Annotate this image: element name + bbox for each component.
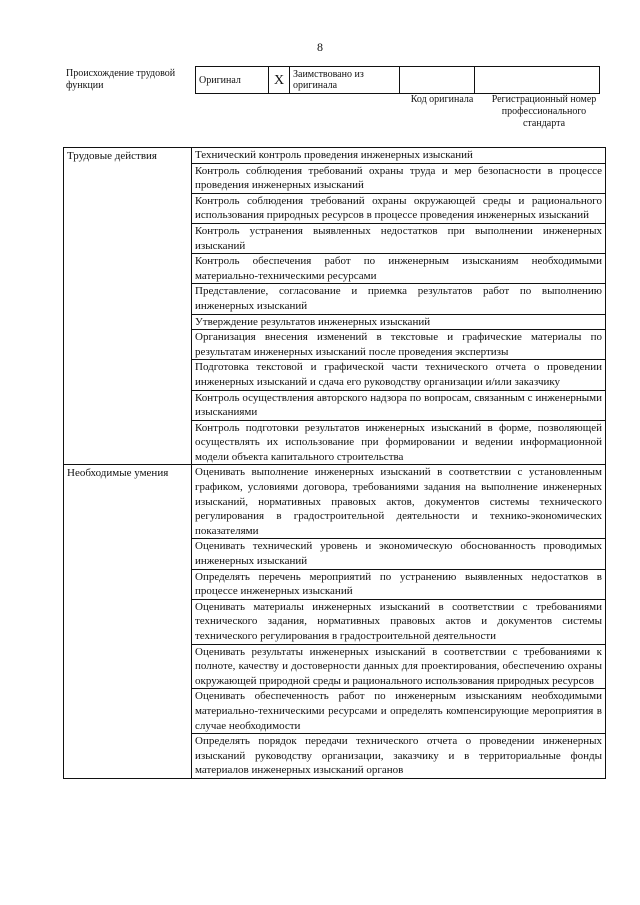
table-cell-item: Контроль осуществления авторского надзора по вопросам, связанным с инженерными изысканиями — [192, 390, 606, 420]
table-cell-item: Контроль подготовки результатов инженерных изысканий в форме, позволяющей осуществлять их использование при формировании и ведении информационной модели объекта капитального строительства — [192, 420, 606, 465]
reg-number-caption: Регистрационный номер профессионального стандарта — [491, 94, 597, 129]
code-caption: Код оригинала — [410, 94, 474, 105]
table-row — [64, 465, 606, 539]
table-cell-item: Контроль соблюдения требований охраны окружающей среды и рационального использования природных ресурсов в процессе проведения инженерных изысканий — [192, 193, 606, 223]
original-cell: Оригинал — [196, 67, 269, 94]
origin-table — [195, 66, 600, 94]
table-cell-item: Контроль соблюдения требований охраны труда и мер безопасности в процессе проведения инженерных изысканий — [192, 163, 606, 193]
table-row — [64, 148, 606, 164]
functions-table — [63, 147, 606, 779]
table-cell-item: Подготовка текстовой и графической части технического отчета о проведении инженерных изысканий и сдача его руководству организации и/или заказчику — [192, 360, 606, 390]
section-label: Необходимые умения — [64, 465, 192, 778]
table-cell-item: Контроль обеспечения работ по инженерным изысканиям необходимыми материально-техническими ресурсами — [192, 254, 606, 284]
table-cell-item: Оценивать результаты инженерных изысканий в соответствии с требованиями к полноте, качеству и достоверности данных для проектирования, обеспечению охраны окружающей природной среды и рационального использования природных ресурсов — [192, 644, 606, 689]
table-cell-item: Утверждение результатов инженерных изысканий — [192, 314, 606, 330]
table-cell-item: Оценивать материалы инженерных изысканий в соответствии с требованиями технического задания, нормативных правовых актов и документов системы технического регулирования в градостроительной деятельности — [192, 599, 606, 644]
borrowed-cell: Заимствовано из оригинала — [290, 67, 400, 94]
reg-number-cell — [475, 67, 600, 94]
section-label: Трудовые действия — [64, 148, 192, 465]
table-cell-item: Определять порядок передачи технического отчета о проведении инженерных изысканий руководству организации, заказчику и в территориальные фонды материалов инженерных изысканий органов — [192, 734, 606, 779]
original-mark: X — [269, 67, 290, 94]
table-cell-item: Технический контроль проведения инженерных изысканий — [192, 148, 606, 164]
origin-label: Происхождение трудовой функции — [66, 68, 176, 91]
table-cell-item: Контроль устранения выявленных недостатков при выполнении инженерных изысканий — [192, 223, 606, 253]
table-cell-item: Оценивать технический уровень и экономическую обоснованность проводимых инженерных изысканий — [192, 539, 606, 569]
table-cell-item: Оценивать обеспеченность работ по инженерным изысканиям необходимыми материально-техническими ресурсами и определять компенсирующие мероприятия в случае необходимости — [192, 689, 606, 734]
table-cell-item: Организация внесения изменений в текстовые и графические материалы по результатам инженерных изысканий после проведения экспертизы — [192, 330, 606, 360]
code-cell — [400, 67, 475, 94]
table-cell-item: Определять перечень мероприятий по устранению выявленных недостатков в процессе инженерных изысканий — [192, 569, 606, 599]
page-number: 8 — [317, 40, 323, 54]
table-cell-item: Представление, согласование и приемка результатов работ по выполнению инженерных изысканий — [192, 284, 606, 314]
table-cell-item: Оценивать выполнение инженерных изысканий в соответствии с установленным графиком, условиями договора, требованиями задания на выполнение инженерных изысканий, нормативных правовых актов, документов системы технического регулирования в градостроительной деятельности и технико-экономических показателями — [192, 465, 606, 539]
